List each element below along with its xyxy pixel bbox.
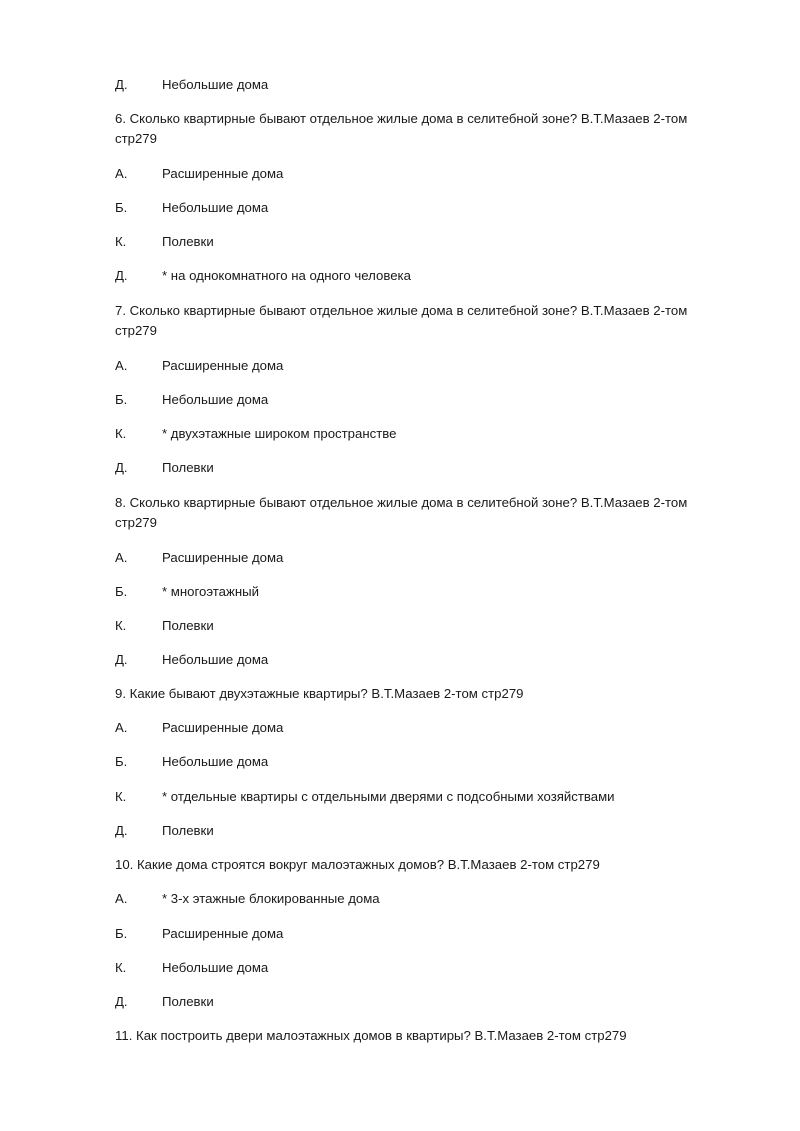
option-text: Небольшие дома bbox=[162, 77, 269, 92]
option-q9-d bbox=[115, 821, 705, 841]
option-q7-d bbox=[115, 458, 705, 478]
option-q9-a bbox=[115, 718, 705, 738]
option-letter: А. bbox=[115, 891, 128, 906]
option-text: Расширенные дома bbox=[162, 550, 284, 565]
option-q8-d bbox=[115, 650, 705, 670]
option-q10-k bbox=[115, 958, 705, 978]
option-letter: К. bbox=[115, 618, 127, 633]
question-11: 11. Как построить двери малоэтажных домов в квартиры? В.Т.Мазаев 2-том стр279 bbox=[115, 1028, 627, 1043]
option-letter: Б. bbox=[115, 584, 128, 599]
option-letter: Д. bbox=[115, 823, 128, 838]
option-text: Полевки bbox=[162, 618, 214, 633]
option-text: Небольшие дома bbox=[162, 754, 269, 769]
option-letter: К. bbox=[115, 960, 127, 975]
option-letter: Д. bbox=[115, 652, 128, 667]
option-q8-k bbox=[115, 616, 705, 636]
option-q5-d bbox=[115, 75, 705, 95]
option-text: Расширенные дома bbox=[162, 166, 284, 181]
option-letter: Б. bbox=[115, 754, 128, 769]
option-letter: К. bbox=[115, 234, 127, 249]
option-letter: А. bbox=[115, 358, 128, 373]
question-6: 6. Сколько квартирные бывают отдельное жилые дома в селитебной зоне? В.Т.Мазаев 2-том стр279 bbox=[115, 111, 688, 146]
option-q10-d bbox=[115, 992, 705, 1012]
option-text: * на однокомнатного на одного человека bbox=[162, 268, 411, 283]
option-text: * отдельные квартиры с отдельными дверями с подсобными хозяйствами bbox=[162, 789, 615, 804]
option-q10-a bbox=[115, 889, 705, 909]
option-text: Небольшие дома bbox=[162, 652, 269, 667]
option-letter: А. bbox=[115, 166, 128, 181]
option-q8-b bbox=[115, 582, 705, 602]
option-q10-b bbox=[115, 924, 705, 944]
option-q6-k bbox=[115, 232, 705, 252]
option-letter: Д. bbox=[115, 994, 128, 1009]
option-letter: Б. bbox=[115, 200, 128, 215]
option-q9-b bbox=[115, 752, 705, 772]
option-letter: Б. bbox=[115, 926, 128, 941]
option-letter: К. bbox=[115, 789, 127, 804]
question-7: 7. Сколько квартирные бывают отдельное жилые дома в селитебной зоне? В.Т.Мазаев 2-том стр279 bbox=[115, 303, 688, 338]
option-letter: Д. bbox=[115, 77, 128, 92]
option-text: * многоэтажный bbox=[162, 584, 259, 599]
option-q7-k bbox=[115, 424, 705, 444]
question-9: 9. Какие бывают двухэтажные квартиры? В.Т.Мазаев 2-том стр279 bbox=[115, 686, 524, 701]
option-text: * 3-х этажные блокированные дома bbox=[162, 891, 380, 906]
option-q8-a bbox=[115, 548, 705, 568]
question-8: 8. Сколько квартирные бывают отдельное жилые дома в селитебной зоне? В.Т.Мазаев 2-том стр279 bbox=[115, 495, 688, 530]
option-q6-a bbox=[115, 164, 705, 184]
option-q7-a bbox=[115, 356, 705, 376]
option-q7-b bbox=[115, 390, 705, 410]
option-text: Небольшие дома bbox=[162, 200, 269, 215]
option-text: Расширенные дома bbox=[162, 926, 284, 941]
option-text: * двухэтажные широком пространстве bbox=[162, 426, 397, 441]
option-letter: Д. bbox=[115, 460, 128, 475]
option-text: Небольшие дома bbox=[162, 960, 269, 975]
option-letter: А. bbox=[115, 550, 128, 565]
option-text: Расширенные дома bbox=[162, 720, 284, 735]
option-q6-b bbox=[115, 198, 705, 218]
option-text: Полевки bbox=[162, 460, 214, 475]
option-text: Полевки bbox=[162, 994, 214, 1009]
option-text: Расширенные дома bbox=[162, 358, 284, 373]
option-q9-k bbox=[115, 787, 705, 807]
option-letter: А. bbox=[115, 720, 128, 735]
option-letter: Д. bbox=[115, 268, 128, 283]
option-text: Полевки bbox=[162, 234, 214, 249]
option-text: Полевки bbox=[162, 823, 214, 838]
option-q6-d bbox=[115, 266, 705, 286]
option-text: Небольшие дома bbox=[162, 392, 269, 407]
option-letter: Б. bbox=[115, 392, 128, 407]
question-10: 10. Какие дома строятся вокруг малоэтажных домов? В.Т.Мазаев 2-том стр279 bbox=[115, 857, 600, 872]
option-letter: К. bbox=[115, 426, 127, 441]
